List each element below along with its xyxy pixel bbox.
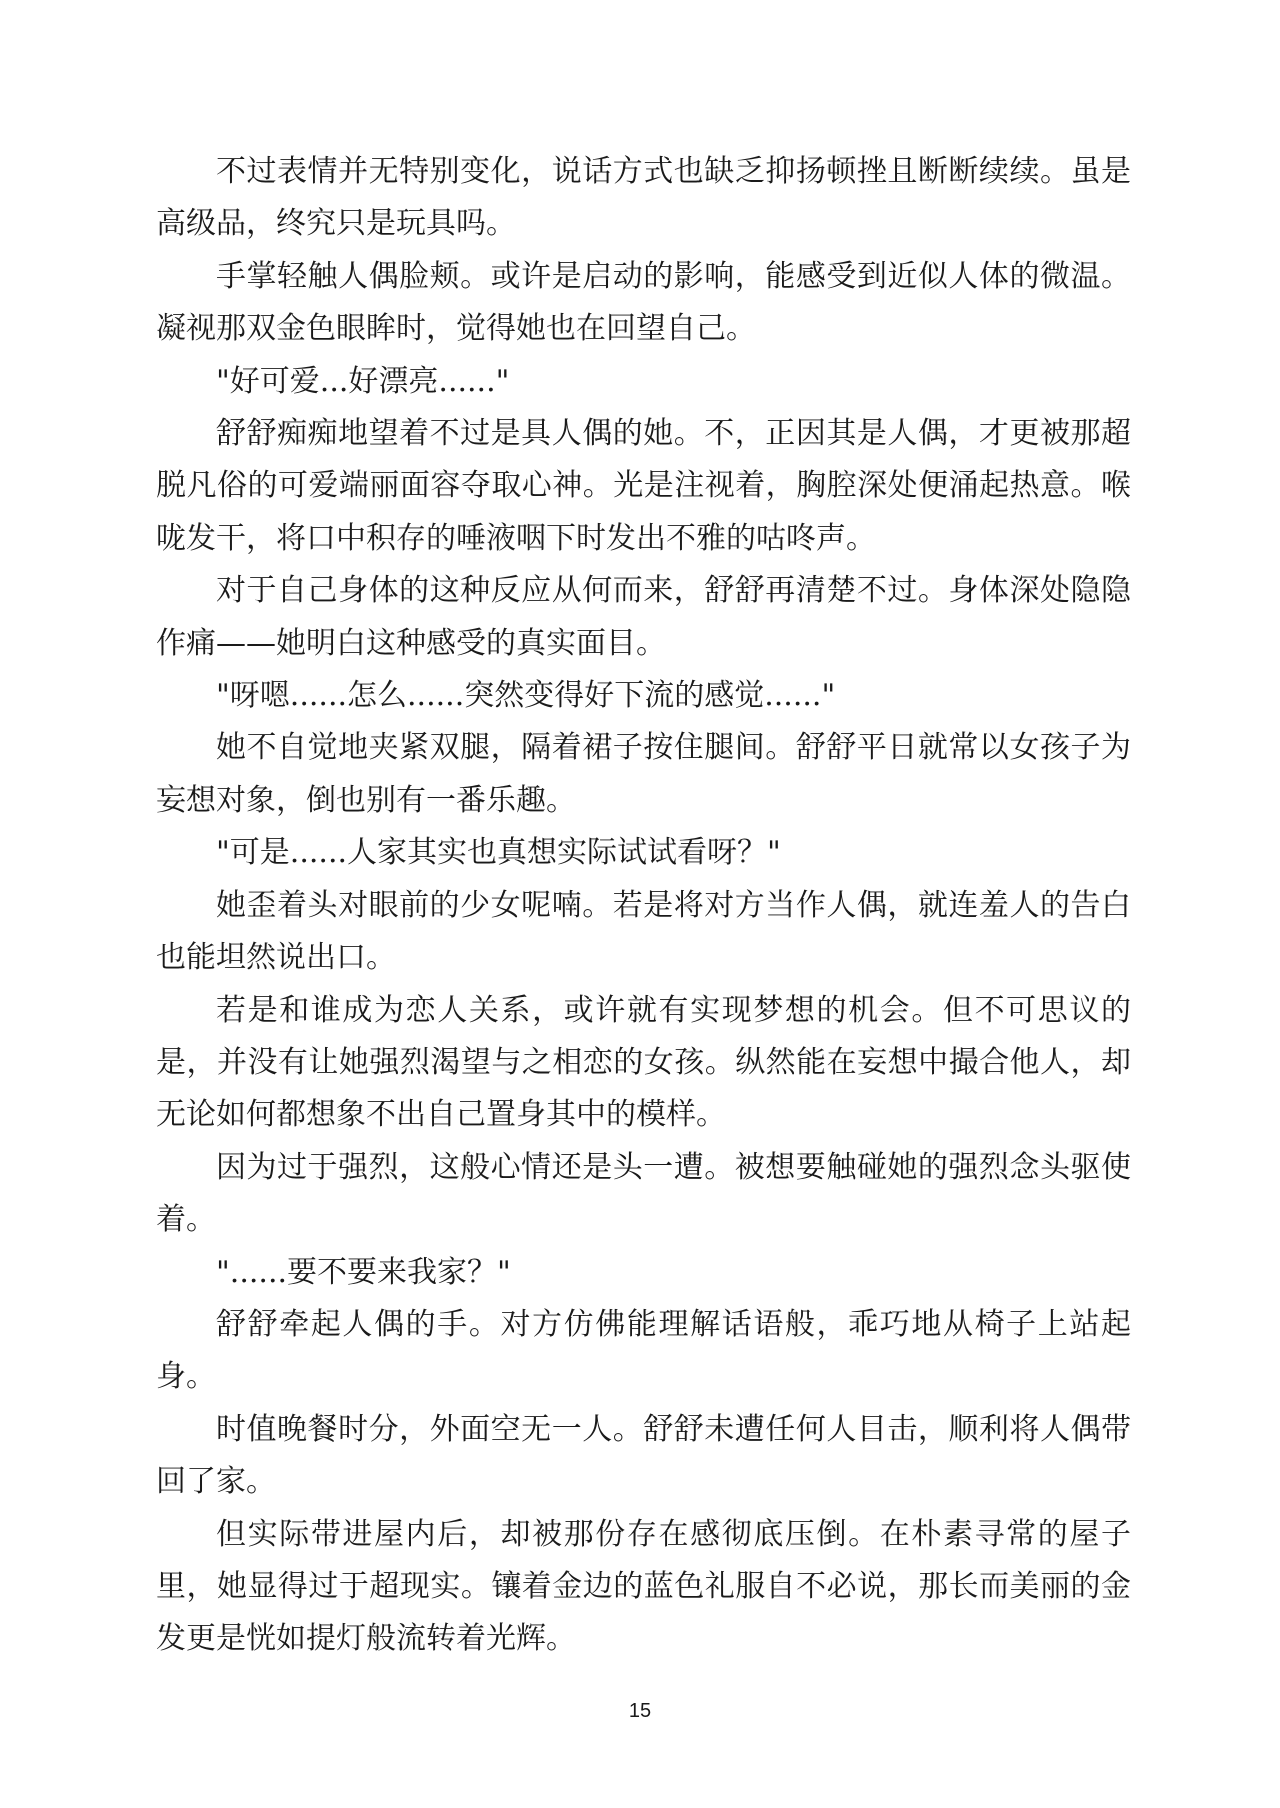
paragraph: 她歪着头对眼前的少女呢喃。若是将对方当作人偶，就连羞人的告白也能坦然说出口。 [156, 887, 1131, 976]
paragraph: 若是和谁成为恋人关系，或许就有实现梦想的机会。但不可思议的是，并没有让她强烈渴望与之相恋的女孩。纵然能在妄想中撮合他人，却无论如何都想象不出自己置身其中的模样。 [156, 992, 1131, 1133]
paragraph: 对于自己身体的这种反应从何而来，舒舒再清楚不过。身体深处隐隐作痛——她明白这种感受的真实面目。 [156, 573, 1131, 661]
dialogue-line: "呀嗯......怎么......突然变得好下流的感觉......" [216, 678, 836, 714]
paragraph: 舒舒痴痴地望着不过是具人偶的她。不，正因其是人偶，才更被那超脱凡俗的可爱端丽面容夺取心神。光是注视着，胸腔深处便涌起热意。喉咙发干，将口中积存的唾液咽下时发出不雅的咕咚声。 [156, 416, 1131, 556]
paragraph: 舒舒牵起人偶的手。对方仿佛能理解话语般，乖巧地从椅子上站起身。 [156, 1306, 1131, 1395]
paragraph: 因为过于强烈，这般心情还是头一遭。被想要触碰她的强烈念头驱使着。 [156, 1149, 1131, 1238]
paragraph: 她不自觉地夹紧双腿，隔着裙子按住腿间。舒舒平日就常以女孩子为妄想对象，倒也别有一番乐趣。 [156, 730, 1131, 818]
dialogue-line: "可是......人家其实也真想实际试试看呀？" [216, 835, 781, 871]
dialogue-line: "......要不要来我家？" [216, 1254, 511, 1290]
page-number: 15 [628, 1700, 652, 1722]
paragraph: 手掌轻触人偶脸颊。或许是启动的影响，能感受到近似人体的微温。凝视那双金色眼眸时，觉得她也在回望自己。 [156, 258, 1131, 347]
paragraph: 时值晚餐时分，外面空无一人。舒舒未遭任何人目击，顺利将人偶带回了家。 [156, 1411, 1131, 1500]
body-text [156, 146, 1131, 1666]
dialogue-line: "好可爱...好漂亮......" [216, 363, 510, 399]
paragraph: 不过表情并无特别变化，说话方式也缺乏抑扬顿挫且断断续续。虽是高级品，终究只是玩具吗。 [156, 154, 1131, 242]
paragraph: 但实际带进屋内后，却被那份存在感彻底压倒。在朴素寻常的屋子里，她显得过于超现实。镶着金边的蓝色礼服自不必说，那长而美丽的金发更是恍如提灯般流转着光辉。 [156, 1516, 1131, 1657]
